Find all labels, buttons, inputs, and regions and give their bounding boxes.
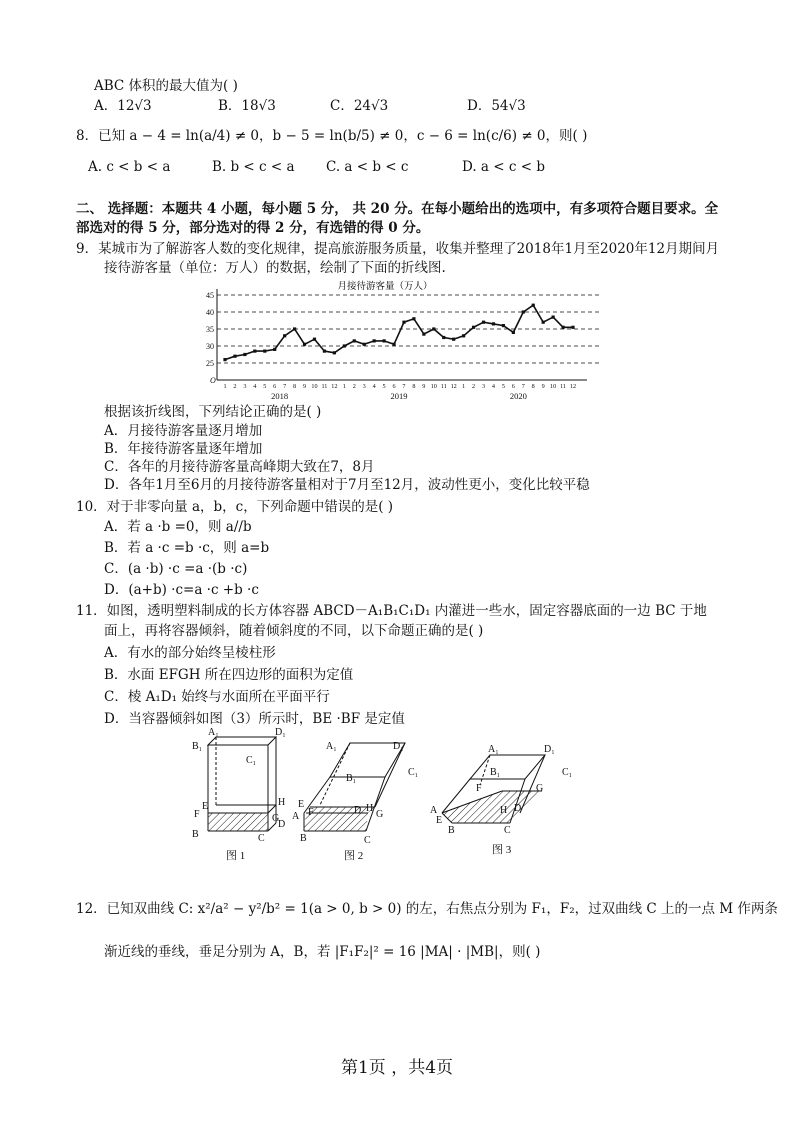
svg-text:C: C bbox=[258, 833, 265, 844]
svg-text:B₁: B₁ bbox=[192, 741, 203, 752]
q7-option-a: A．12√3 bbox=[94, 98, 152, 114]
year-label: 2020 bbox=[509, 391, 527, 400]
data-point bbox=[472, 326, 475, 329]
data-point bbox=[263, 350, 266, 353]
q9-option-a: A．月接待游客量逐月增加 bbox=[104, 423, 263, 439]
q9-prompt: 根据该折线图，下列结论正确的是( ) bbox=[104, 404, 322, 420]
data-point bbox=[382, 339, 385, 342]
q8-option-d: D. a < c < b bbox=[462, 159, 545, 175]
x-tick-label: 1 bbox=[462, 383, 466, 390]
data-point bbox=[452, 338, 455, 341]
svg-text:F: F bbox=[194, 809, 200, 820]
q12-stem-line2: 渐近线的垂线，垂足分别为 A，B，若 |F₁F₂|² = 16 |MA| · |MB|，则( ) bbox=[104, 944, 541, 960]
svg-text:A: A bbox=[430, 805, 438, 816]
data-point bbox=[561, 326, 564, 329]
data-point bbox=[333, 351, 336, 354]
x-tick-label: 2 bbox=[352, 383, 356, 390]
q9-stem-line1: 9．某城市为了解游客人数的变化规律，提高旅游服务质量，收集并整理了2018年1月至2020年12月期间月 bbox=[76, 241, 720, 257]
data-point bbox=[542, 321, 545, 324]
x-tick-label: 12 bbox=[450, 383, 457, 390]
q9-stem-line2: 接待游客量（单位：万人）的数据，绘制了下面的折线图. bbox=[104, 260, 446, 276]
svg-text:D₁: D₁ bbox=[275, 727, 286, 738]
x-tick-label: 11 bbox=[321, 383, 328, 390]
x-tick-label: 2 bbox=[472, 383, 476, 390]
svg-text:E: E bbox=[436, 815, 443, 826]
q10-option-b: B．若 a ·c =b ·c，则 a=b bbox=[104, 540, 270, 556]
data-point bbox=[233, 355, 236, 358]
data-point bbox=[512, 331, 515, 334]
svg-text:G: G bbox=[376, 809, 384, 820]
y-tick-label: 35 bbox=[206, 325, 214, 334]
svg-text:C: C bbox=[504, 825, 511, 836]
svg-text:A: A bbox=[292, 811, 300, 822]
data-point bbox=[373, 339, 376, 342]
section2-heading-line1: 二、 选择题：本题共 4 小题，每小题 5 分， 共 20 分。在每小题给出的选项中，有多项符合题目要求。全 bbox=[76, 201, 719, 217]
x-tick-label: 12 bbox=[569, 383, 577, 390]
data-point bbox=[522, 310, 525, 313]
x-tick-label: 5 bbox=[382, 383, 386, 390]
svg-text:E: E bbox=[298, 799, 305, 810]
q10-option-d: D．(a+b) ·c=a ·c +b ·c bbox=[104, 582, 259, 598]
q10-option-c: C．(a ·b) ·c =a ·(b ·c) bbox=[104, 561, 248, 577]
figure-1-labels bbox=[192, 727, 286, 862]
x-tick-label: 6 bbox=[511, 383, 515, 390]
x-tick-label: 5 bbox=[263, 383, 267, 390]
x-tick-label: 5 bbox=[501, 383, 505, 390]
x-tick-label: 4 bbox=[372, 383, 376, 390]
q9-option-d: D．各年1月至6月的月接待游客量相对于7月至12月，波动性更小，变化比较平稳 bbox=[104, 477, 590, 493]
x-tick-label: 3 bbox=[362, 383, 366, 390]
x-tick-label: 1 bbox=[223, 383, 227, 390]
svg-text:B: B bbox=[300, 833, 307, 844]
q7-option-c: C．24√3 bbox=[330, 98, 389, 114]
x-tick-label: 9 bbox=[541, 383, 545, 390]
data-point bbox=[323, 350, 326, 353]
x-tick-label: 6 bbox=[273, 383, 277, 390]
data-point bbox=[462, 334, 465, 337]
x-tick-label: 7 bbox=[283, 383, 287, 390]
svg-text:B₁: B₁ bbox=[490, 767, 501, 778]
svg-text:B: B bbox=[448, 825, 455, 836]
svg-text:D: D bbox=[514, 803, 522, 814]
x-tick-label: 11 bbox=[440, 383, 447, 390]
q10-option-a: A．若 a ·b =0，则 a//b bbox=[104, 519, 252, 535]
svg-text:D: D bbox=[278, 819, 286, 830]
x-tick-label: 8 bbox=[412, 383, 416, 390]
q7-tail: ABC 体积的最大值为( ) bbox=[94, 78, 238, 94]
q11-option-b: B．水面 EFGH 所在四边形的面积为定值 bbox=[104, 667, 354, 683]
svg-text:G: G bbox=[272, 813, 280, 824]
svg-text:F: F bbox=[308, 807, 314, 818]
x-tick-label: 12 bbox=[331, 383, 338, 390]
svg-text:B₁: B₁ bbox=[346, 773, 357, 784]
x-tick-label: 7 bbox=[521, 383, 525, 390]
q11-stem-line2: 面上，再将容器倾斜，随着倾斜度的不同，以下命题正确的是( ) bbox=[104, 623, 484, 639]
svg-text:D: D bbox=[354, 805, 362, 816]
data-point bbox=[571, 326, 574, 329]
svg-text:C₁: C₁ bbox=[408, 767, 419, 778]
q8-option-a: A. c < b < a bbox=[88, 159, 171, 175]
svg-text:H: H bbox=[278, 797, 286, 808]
x-tick-label: 1 bbox=[342, 383, 346, 390]
q11-stem-line1: 11．如图，透明塑料制成的长方体容器 ABCD－A₁B₁C₁D₁ 内灌进一些水，固定容器底面的一边 BC 于地 bbox=[76, 603, 707, 619]
x-tick-label: 2 bbox=[233, 383, 237, 390]
data-point bbox=[273, 348, 276, 351]
x-tick-label: 8 bbox=[531, 383, 535, 390]
series-line bbox=[225, 305, 573, 359]
q12-stem: 12．已知双曲线 C: x²/a² − y²/b² = 1(a > 0, b > 0) 的左，右焦点分别为 F₁，F₂，过双曲线 C 上的一点 M 作两条 bbox=[76, 901, 778, 917]
q11-figures bbox=[180, 725, 600, 865]
svg-text:B: B bbox=[192, 829, 199, 840]
x-tick-label: 6 bbox=[392, 383, 396, 390]
svg-text:A₁: A₁ bbox=[488, 744, 499, 755]
data-point bbox=[422, 333, 425, 336]
data-point bbox=[223, 358, 226, 361]
year-label: 2019 bbox=[390, 391, 408, 400]
svg-text:D₁: D₁ bbox=[544, 744, 555, 755]
y-tick-label: 25 bbox=[206, 359, 214, 368]
data-point bbox=[353, 339, 356, 342]
data-point bbox=[412, 317, 415, 320]
data-point bbox=[532, 304, 535, 307]
figure-2-caption: 图 2 bbox=[344, 850, 364, 862]
svg-text:A₁: A₁ bbox=[208, 727, 219, 738]
data-point bbox=[492, 322, 495, 325]
data-point bbox=[442, 336, 445, 339]
figure-1 bbox=[208, 737, 276, 831]
data-point bbox=[392, 343, 395, 346]
q9-option-b: B．年接待游客量逐年增加 bbox=[104, 441, 263, 457]
svg-text:C₁: C₁ bbox=[246, 755, 257, 766]
q7-option-d: D．54√3 bbox=[467, 98, 526, 114]
data-point bbox=[253, 350, 256, 353]
figure-3-caption: 图 3 bbox=[492, 844, 512, 856]
x-tick-label: 3 bbox=[481, 383, 486, 390]
q11-option-c: C．棱 A₁D₁ 始终与水面所在平面平行 bbox=[104, 689, 330, 705]
x-tick-label: 9 bbox=[302, 383, 307, 390]
q8-stem: 8．已知 a − 4 = ln(a/4) ≠ 0，b − 5 = ln(b/5) ≠ 0，c − 6 = ln(c/6) ≠ 0，则( ) bbox=[76, 128, 588, 144]
q7-option-b: B．18√3 bbox=[218, 98, 276, 114]
svg-text:A₁: A₁ bbox=[326, 741, 337, 752]
x-tick-label: 10 bbox=[550, 383, 557, 390]
figure-2 bbox=[304, 743, 405, 831]
figure-1-caption: 图 1 bbox=[226, 850, 246, 862]
data-point bbox=[293, 327, 296, 330]
svg-text:H: H bbox=[500, 805, 508, 816]
x-tick-label: 3 bbox=[243, 383, 247, 390]
y-tick-label: 30 bbox=[206, 342, 214, 351]
x-tick-label: 8 bbox=[293, 383, 297, 390]
q9-option-c: C．各年的月接待游客量高峰期大致在7，8月 bbox=[104, 459, 375, 475]
q8-option-c: C. a < b < c bbox=[326, 159, 409, 175]
q8-option-b: B. b < c < a bbox=[212, 159, 295, 175]
data-point bbox=[313, 338, 316, 341]
x-tick-label: 10 bbox=[430, 383, 437, 390]
svg-text:D₁: D₁ bbox=[393, 741, 404, 752]
figure-3 bbox=[442, 755, 545, 823]
q11-option-d: D．当容器倾斜如图（3）所示时，BE ·BF 是定值 bbox=[104, 711, 405, 727]
data-point bbox=[432, 327, 435, 330]
data-point bbox=[482, 321, 485, 324]
svg-text:G: G bbox=[536, 783, 544, 794]
section2-heading-line2: 部选对的得 5 分，部分选对的得 2 分，有选错的得 0 分。 bbox=[76, 220, 430, 236]
data-point bbox=[502, 324, 505, 327]
q11-option-a: A．有水的部分始终呈棱柱形 bbox=[104, 645, 276, 661]
page-footer: 第1页 ，共4页 bbox=[340, 1058, 454, 1078]
svg-text:H: H bbox=[366, 803, 374, 814]
svg-text:C₁: C₁ bbox=[562, 767, 573, 778]
x-tick-label: 10 bbox=[311, 383, 318, 390]
x-tick-label: 4 bbox=[491, 383, 496, 390]
data-point bbox=[283, 334, 286, 337]
visitor-line-chart bbox=[195, 278, 610, 400]
x-tick-label: 9 bbox=[422, 383, 426, 390]
data-point bbox=[303, 343, 306, 346]
x-tick-label: 11 bbox=[560, 383, 567, 390]
data-point bbox=[402, 321, 405, 324]
svg-text:C: C bbox=[364, 835, 371, 846]
x-tick-label: 4 bbox=[253, 383, 257, 390]
x-tick-label: 7 bbox=[402, 383, 406, 390]
chart-title: 月接待游客量（万人） bbox=[337, 282, 433, 292]
data-point bbox=[243, 353, 246, 356]
q10-stem: 10．对于非零向量 a，b，c，下列命题中错误的是( ) bbox=[76, 499, 394, 515]
figure-2-labels bbox=[292, 741, 418, 862]
origin-label: O bbox=[210, 376, 216, 385]
data-point bbox=[343, 344, 346, 347]
svg-text:E: E bbox=[202, 801, 209, 812]
svg-text:F: F bbox=[476, 783, 482, 794]
year-label: 2018 bbox=[271, 391, 289, 400]
y-tick-label: 40 bbox=[206, 308, 214, 317]
data-point bbox=[363, 343, 366, 346]
data-point bbox=[552, 316, 555, 319]
y-tick-label: 45 bbox=[206, 291, 214, 300]
